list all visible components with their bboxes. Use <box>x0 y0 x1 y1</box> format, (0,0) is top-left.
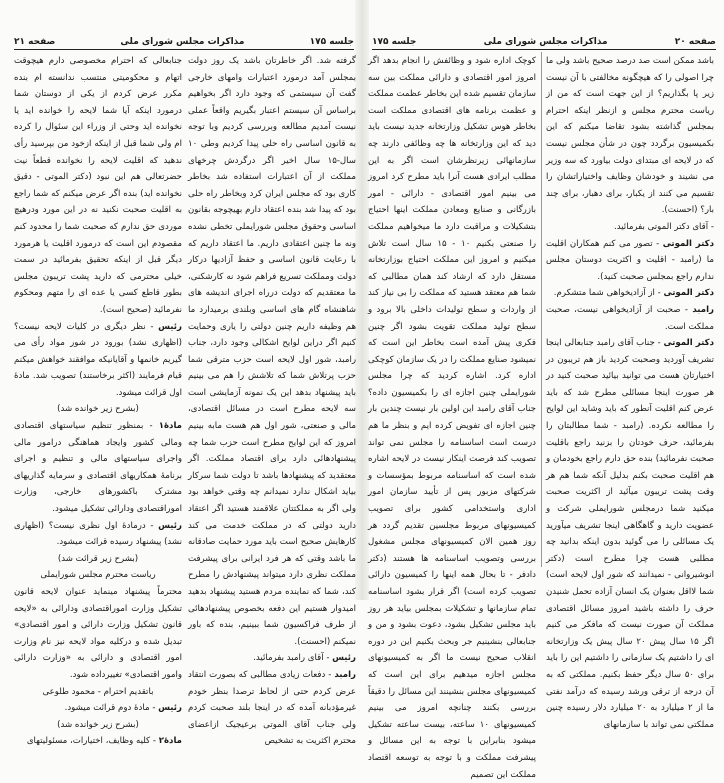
left-page <box>0 0 362 747</box>
centered-note <box>14 551 182 568</box>
paragraph-text: گرفته شد. اگر خاطرتان باشد یک روز دولت بمجلس آمد درمورد اعتبارات وامهای خارجی گفت آن سیستمی که وجود دارد اگر بخواهیم براساس آن سیستم اعتبار بگیریم واقعاً عملی نیست آمدیم مطالعه وبررسی کردیم وبا توجه به قانون اساسی راه حلی پیدا کردیم وطی ۱۰ سال-۱۵ سال اخیر اگر درگردش چرخهای مملکت از آن اعتبارات استفاده شد بخاطر کاری بود که مجلس ایران کرد وبخاطر راه حلی بود که پیدا شد بنده اعتقاد دارم بهیچوجه بقانون اساسی وحقوق مجلس شورایملی تخطی نشده ونه ما چنین اعتقادی داریم. ما اعتقاد داریم که با رعایت قانون اساسی و حفظ آزادیها درکار دولت ومملکت تسریع فراهم شود نه کارشکنی، ما معتقدیم که دولت درراه اجرای اندیشه های شاهنشاه گام های اساسی وبلندی برمیدارد ما هم وظیفه داریم چنین دولتی را یاری وحمایت کنیم اگر دراین لوایح اشکالی وجود دارد، جناب رامبد، شور اول لایحه است حزب مترقی شما حزب پرتلاش شما که تلاشش را هم می بینیم باید پیشنهاد بدهد این یک نمونه آزمایشی است سه لایحه مطرح است در مسائل اقتصادی، مالی و صنعتی، شور اول هم هست مابه بینیم امروز که این لوایح مطرح است حزب شما چه پیشنهادهائی دارد برای اقتصاد مملکت. اگر معتقدید که پیشنهادها باشد تا دولت شما سرکار بیاید اشکال ندارد نمیدانم چه وقتی خواهد بود ولی اگر به مملکتتان علاقمند هستید اگر اعتقاد دارید دولتی که در مملکت خدمت می کند کارهایش صحیح است باید مورد حمایت صادقانه ما باشد وقتی که هر فرد ایرانی برای پیشرفت مملکت نظری دارد میتواند پیشنهادش را مطرح کند، شما که نماینده مردم هستید پیشنهاد بدهید امیدوار هستیم این دفعه بخصوص پیشنهادهائی از طرف فراکسیون شما ببینیم، بنده که باور نمیکنم (احسنت). <box>188 56 356 647</box>
paragraph-text: محترماً پیشنهاد مینماید عنوان لایحه قانون تشکیل وزارت اموراقتصادی ودارائی به «لایحه قانون تشکیل وزارت دارائی و امور اقتصادی» تبدیل شده و درکلیه مواد لایحه نیز نام وزارت امور اقتصادی و دارائی به «وزارت دارائی وامور اقتصادی» تغییرداده شود. <box>14 587 182 680</box>
paragraph-text: - نظر دیگری در کلیات لایحه نیست؟ (اظهاری نشد) بورود در شور مواد رأی می گیریم خانمها و آقایانیکه موافقند خواهش میکنم قیام فرمایند (اکثر برخاستند) تصویب شد. مادهٔ اول قرائت میشود. <box>14 321 182 398</box>
speaker-name: مادهٔ۲ <box>158 736 182 747</box>
paragraph-text: - آقای دکتر الموتی بفرمائید. <box>613 221 714 232</box>
paragraph-text: (بشرح زیر خوانده شد) <box>57 404 139 415</box>
paragraph-text: - درمادهٔ اول نظری نیست؟ (اظهاری نشد) پیشنهاد رسیده قرائت میشود. <box>14 520 182 548</box>
speaker-paragraph <box>14 733 182 750</box>
paragraph-text: ریاست محترم مجلس شورایملی <box>40 570 156 581</box>
session-number: جلسه ۱۷۵ <box>309 37 354 47</box>
speaker-name: رامبد <box>692 304 714 315</box>
speaker-paragraph <box>14 700 182 717</box>
paragraph-text: - کلیه وظایف، اختیارات، مسئولیتهای <box>26 736 159 747</box>
speaker-paragraph <box>14 319 182 402</box>
paragraph-text: - بمنظور تنظیم سیاستهای اقتصادی ومالی کشور وایجاد هماهنگی درامور مالی واجرای سیاستهای مالی و تنظیم و اجرای برنامهٔ همکاریهای اقتصادی و سرمایه گذاریهای مشترک باکشورهای خارجی، وزارت اموراقتصادی ودارائی تشکیل میشود. <box>14 421 182 515</box>
paragraph-text: - جناب آقای رامبد جنابعالی اینجا تشریف آوردید وصحبت کردید باز هم تریبون در اختیارتان هست می توانید بیائید صحبت کنید در هر صورت اینجا مسائلی مطرح شد که باید عرض کنم اقلیت آنطور که باید وشاید این لوایح را مطالعه نکرده. (رامبد - شما مطالبتان را بفرمائید، حرف خودتان را بزنید راجع باقلیت صحبت نفرمائید) بنده حق دارم راجع بخودمان و هم اقلیت صحبت بکنم بدلیل آنکه شما هم هر وقت پشت تریبون میآئید از اکثریت صحبت میکنید شما درمجلس شورایملی شرکت و عضویت دارید و گاهگاهی اینجا تشریف میآورید یک مسائلی را می گوئید بدون اینکه بدانید چه مطلبی هست چرا مطرح است (دکتر انوشیروانی - نمیدانند که شور اول لایحه است) شما لااقل بعنوان یک انسان آزاده تحمل شنیدن حرف را داشته باشید امروز مسائل اقتصادی مملکت آن صورت نیست که مافکر می کنیم اگر ۱۵ سال پیش ۲۰ سال پیش یک وزارتخانه ای را داشتیم یک سازمانی را داشتیم این را باید برای ۵۰ سال دیگر حفظ بکنیم. مملکتی که به آن درجه از ترقی ورشد رسیده که درآمد نفتی ما از ۲ میلیارد به ۲۰ میلیارد دلار رسیده چنین مملکتی نمی تواند با سازمانهای <box>546 338 714 730</box>
paragraph-text: - مادهٔ دوم قرائت میشود. <box>64 703 159 714</box>
speaker-name: دکتر الموتی <box>663 288 714 299</box>
paragraph-text: باتقدیم احترام - محمود طلوعی <box>42 686 154 697</box>
publication-title: مذاکرات مجلس شورای ملی <box>483 37 608 47</box>
speaker-name: دکتر الموتی <box>662 238 714 249</box>
paragraph <box>546 53 714 219</box>
speaker-paragraph <box>188 667 356 750</box>
text-column-right <box>546 53 714 733</box>
session-number: جلسه ۱۷۵ <box>372 37 417 47</box>
paragraph <box>188 53 356 650</box>
page-number: صفحه ۲۱ <box>14 37 56 47</box>
speaker-name: رامبد <box>334 669 356 680</box>
speaker-paragraph <box>546 285 714 302</box>
page-header <box>372 34 716 50</box>
speaker-name: رئیس <box>158 520 182 531</box>
column-divider <box>541 52 542 567</box>
paragraph-text: جنابعالی که احترام مخصوصی دارم هیچوقت اتهام و محکومیتی منتسب ندانسته ام بنده مکرر عرض کردم از یکی از دوستان شما درمورد اینکه آیا شما لایحه را خوانده اید یا نخوانده اید وحتی از وزراء این سئوال را کرده ام ولی شما قبل از اینکه ازخود من بپرسید رأی ندهید که اقلیت لایحه را نخوانده قطعاً نیت حضرتعالی هم این نبود (دکتر الموتی - دقیق نخوانده اید) بنده اگر عرض میکنم که شما راجع به اقلیت صحبت نکنید نه در این مورد ودرهیچ موردی حق ندارم که صحبت شما را محدود کنم مقصودم این است که درمورد اقلیت یا هرمورد دیگر قبل از اینکه تحقیق بفرمائید در سمت خیلی محترمی که دارید پشت تریبون مجلس بطور قاطع کسی یا عده ای را متهم ومحکوم نفرمائید (صحیح است). <box>14 56 182 315</box>
speaker-paragraph <box>14 518 182 551</box>
speaker-paragraph <box>14 418 182 518</box>
paragraph-text: (بشرح زیر قرائت شد) <box>57 553 139 564</box>
speaker-name: رئیس <box>158 321 182 332</box>
paragraph-text: - از آزادیخواهی شما متشکرم. <box>553 288 664 299</box>
paragraph <box>368 53 536 783</box>
paragraph <box>546 219 714 236</box>
centered-note <box>14 401 182 418</box>
page-number: صفحه ۲۰ <box>674 37 716 47</box>
text-column-left <box>368 53 536 783</box>
publication-title: مذاکرات مجلس شورای ملی <box>120 37 245 47</box>
speaker-paragraph <box>546 236 714 286</box>
paragraph-text: - تصور می کنم همکاران اقلیت ما (رامبد - اقلیت و اکثریت دوستان مجلس ندارم راجع بمجلس صحبت کنید). <box>546 238 714 282</box>
paragraph-text: - صحبت از آزادیخواهی نیست، صحبت مملکت است. <box>546 304 714 332</box>
centered-note <box>14 717 182 734</box>
speaker-name: مادهٔ۱ <box>158 421 182 432</box>
paragraph-text: کوچک اداره شود و وظائفش را انجام بدهد اگر امروز امور اقتصادی و دارائی مملکت بین سه سازمان تقسیم شده این بخاطر عظمت مملکت و عظمت برنامه های اقتصادی مملکت است بخاطر هوس تشکیل وزارتخانه جدید نیست باید دید که این وزارتخانه ها چه وظائفی دارند چه سازمانهائی زیرنظرشان است اگر به این مطلب ایرادی هست آنرا باید مطرح کرد امروز می بینیم امور اقتصادی - دارائی - امور بازرگانی و صنایع ومعادن مملکت اینها احتیاج بتشکیلات و مراقبت دارد ما میخواهیم مملکت را صنعتی بکنیم ۱۰ - ۱۵ سال است تلاش میکنیم و امروز این مملکت احتیاج بوزارتخانه مستقل دارد که ارشاد کند همان مطالبی که شما هم معتقد هستید که مملکت را بی نیاز کند از واردات و سطح تولیدات داخلی بالا برود و سطح تولید مملکت تقویت بشود اگر چنین فکری پیش آمده است بخاطر این است که نمیشود صنایع مملکت را در یک سازمان کوچکی اداره کرد. اشاره کردید که چرا مجلس شورایملی چنین اجازه ای را بکمیسیون داده؟ جناب آقای رامبد این اولین بار نیست چندین بار چنین اجازه ای تفویض کرده ایم و بنظر ما هم درست است اساسنامه را مجلس نمی تواند تصویب کند فرصت اینکار نیست در لایحه اشاره شده است که اساسنامه مربوط بمؤسسات و شرکتهای مزبور پس از تأیید سازمان امور اداری واستخدامی کشور برای تصویب کمیسیونهای مربوط مجلسین تقدیم گردد هر روز همین الان کمیسیونهای مجلس مشغول بررسی وتصویب اساسنامه ها هستند (دکتر دادفر - تا بحال همه اینها را کمیسیون دارائی تصویب کرده است) اگر قرار بشود اساسنامه تمام سازمانها و تشکیلات بمجلس بیاید هر روز باید مجلس تشکیل بشود، دعوت بشود و من و جنابعالی بنشینیم جر وبحث بکنیم این در دوره انقلاب صحیح نیست ما اگر به کمیسیونهای مجلس اجازه میدهیم برای این است که کمیسیونهای مجلس بنشینند این مسائل را دقیقاً بررسی بکنند چنانچه امروز می بینیم کمیسیونهای ۱۰ ساعته، بیست ساعته تشکیل میشود بنابراین با توجه به این مسائل و پیشرفت مملکت و با توجه به توسعه اقتصاد مملکت این تصمیم <box>368 56 536 780</box>
centered-note <box>14 684 182 701</box>
right-page <box>362 0 724 780</box>
text-column-right <box>188 53 356 750</box>
speaker-name: رئیس <box>332 653 356 664</box>
paragraph <box>14 584 182 684</box>
speaker-name: دکتر الموتی <box>663 338 714 349</box>
paragraph-text: - دفعات زیادی مطالبی که بصورت انتقاد عرض کردم حتی از لحاظ ترصدا بنظر خودم غیرمؤدبانه آمده که در اینجا بلند صحبت کردم ولی جناب آقای الموتی برعیجیک ازاعضای محترم اکثریت به تشخیص <box>188 669 356 747</box>
paragraph <box>14 53 182 319</box>
speaker-paragraph <box>188 650 356 667</box>
speaker-paragraph <box>546 302 714 335</box>
centered-note <box>14 567 182 584</box>
paragraph-text: (بشرح زیر خوانده شد) <box>57 719 139 730</box>
paragraph-text: باشد ممکن است صد درصد صحیح باشد ولی ما چرا اصولی را که هیچگونه مخالفتی با آن نیست زیر پا بگذاریم؟ از این جهت است که من از ریاست محترم مجلس و ازنظر اینکه احترام بمجلس گذاشته بشود تقاضا میکنم که این بکمیسیون برگردد چون در شأن مجلس نیست که در لایحه ای مبتدای دولت بیاورد که سه وزیر می نشیند و خودشان وظایف واختیاراتشان را تقسیم می کنند از یکبار، برای دهبار، برای چند بار؟ (احسنت). <box>546 56 714 216</box>
speaker-paragraph <box>546 335 714 733</box>
speaker-name: رئیس <box>158 703 182 714</box>
page-header <box>14 34 354 50</box>
paragraph-text: - آقای رامبد بفرمائید. <box>253 653 333 664</box>
text-column-left <box>14 53 182 750</box>
